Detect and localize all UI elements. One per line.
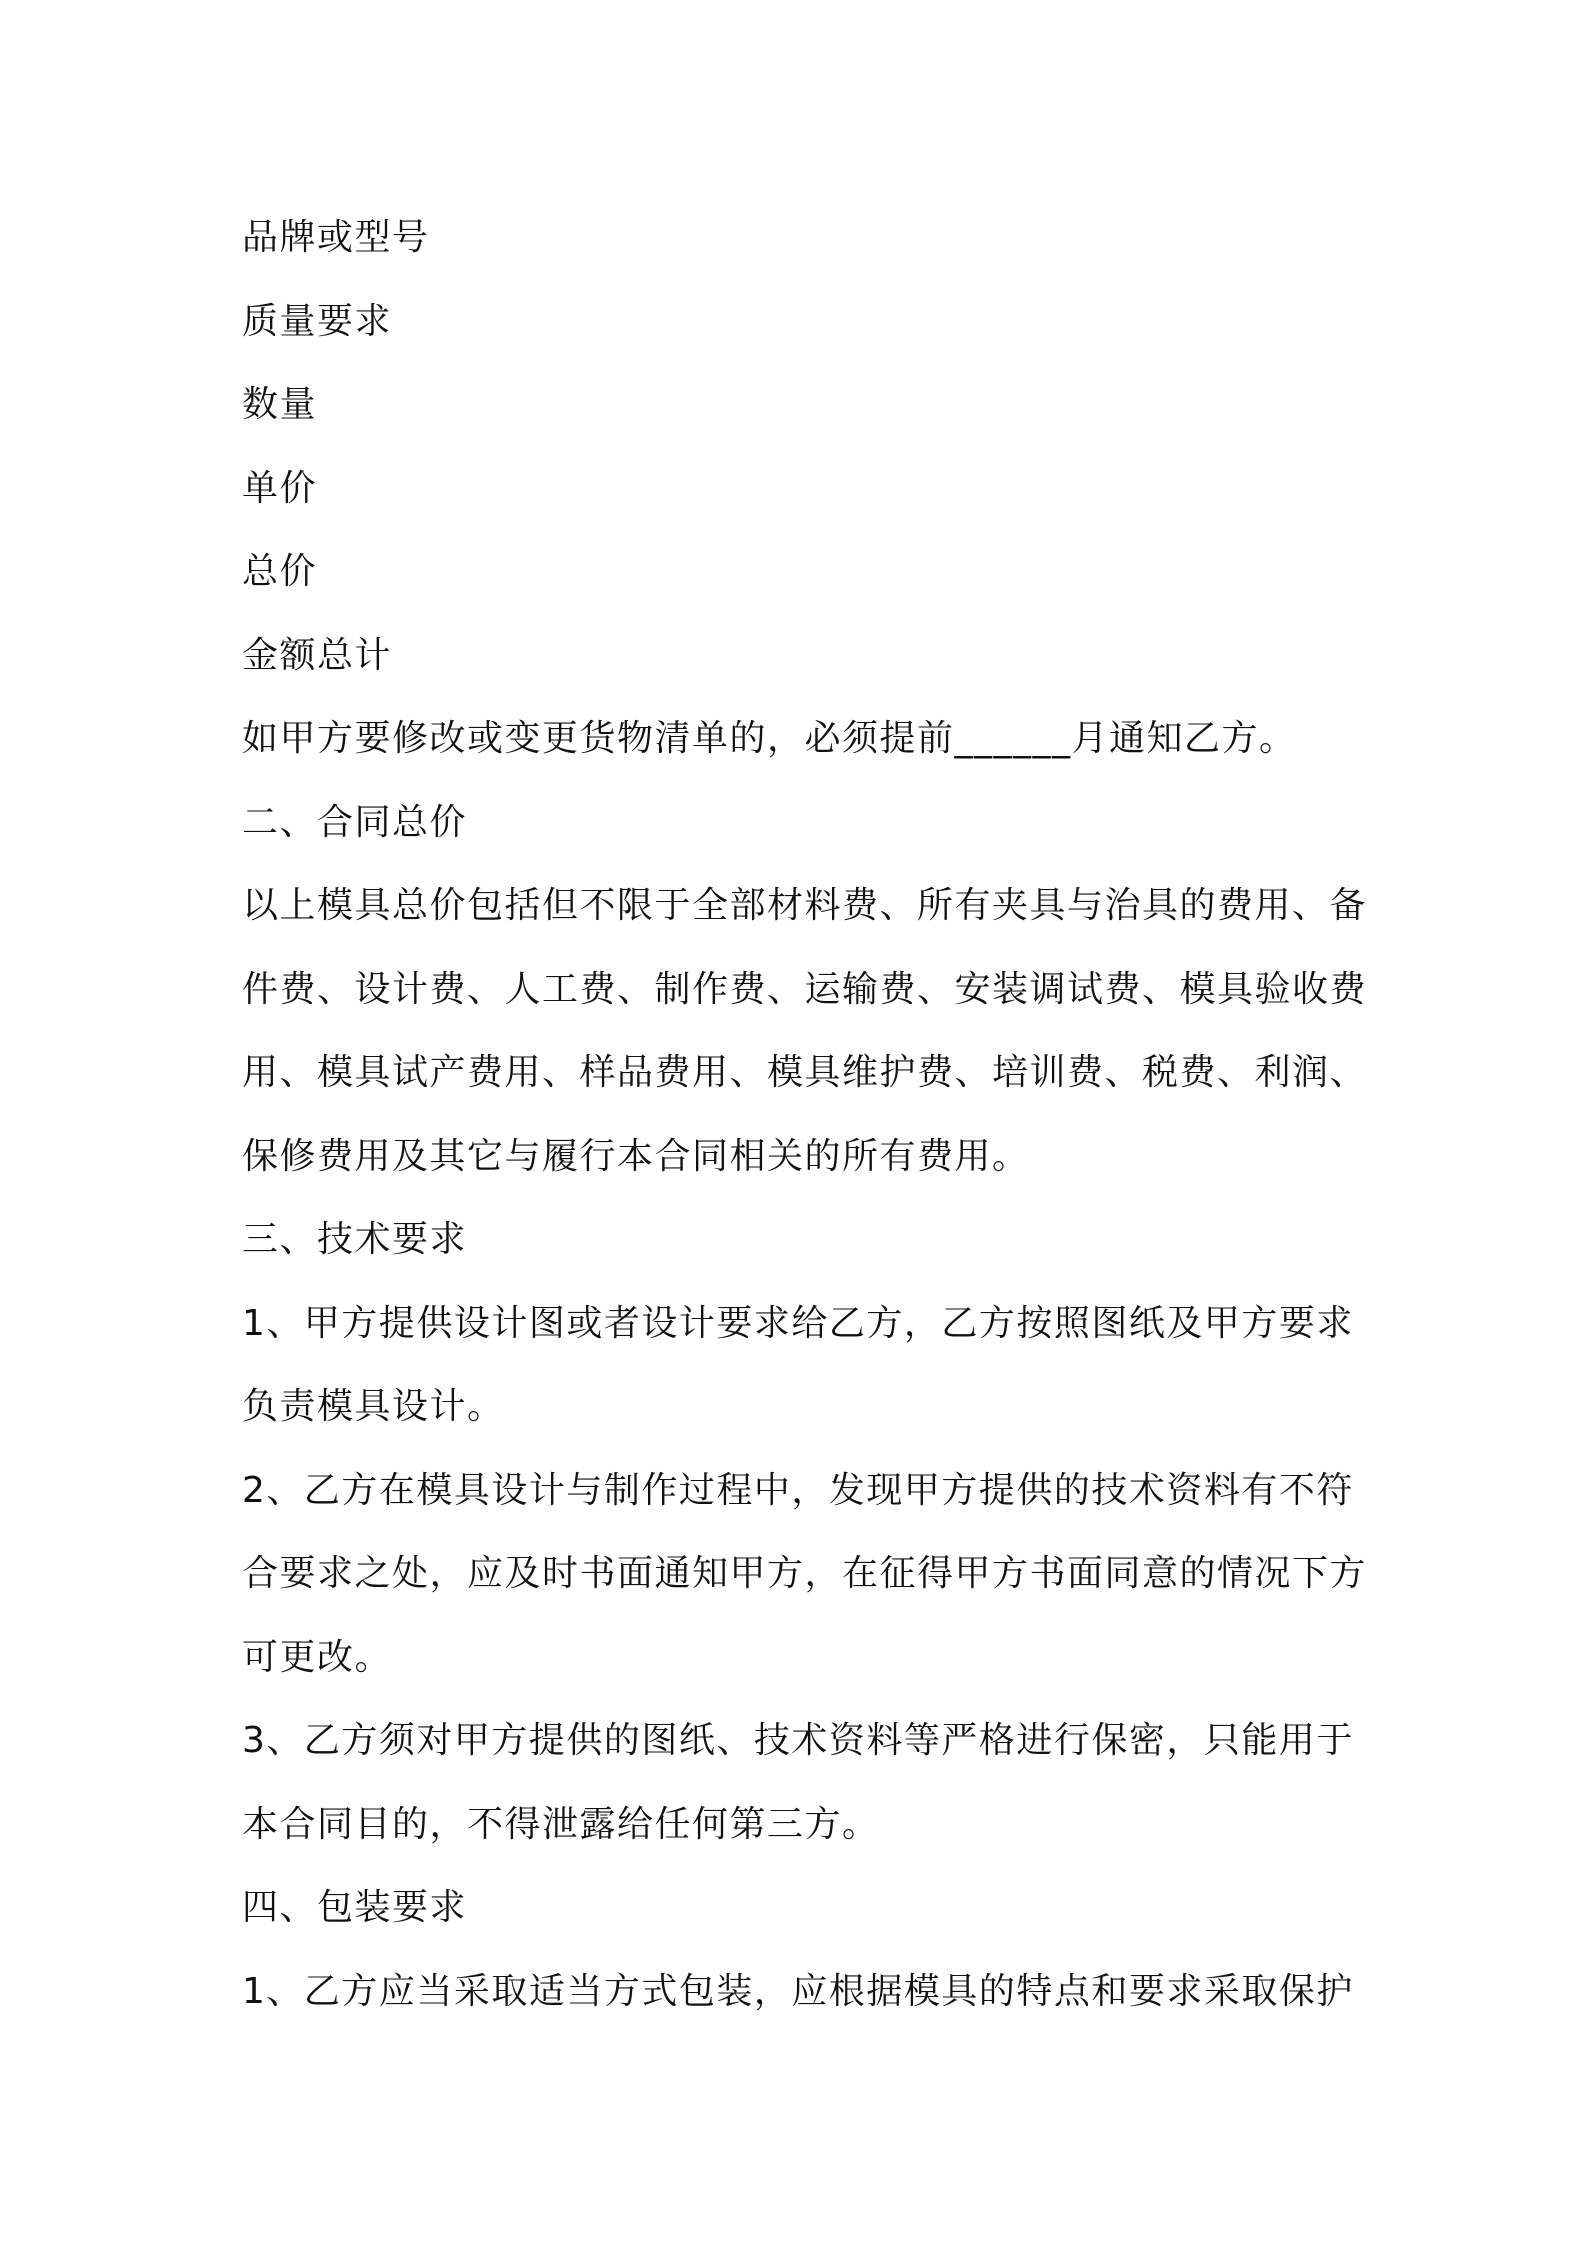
section-heading-technical-requirements: 三、技术要求 xyxy=(242,1219,468,1260)
item-quality-requirement: 质量要求 xyxy=(242,300,393,342)
paragraph-line: 1、甲方提供设计图或者设计要求给乙方，乙方按照图纸及甲方要求 xyxy=(242,1302,1354,1344)
paragraph-line: 件费、设计费、人工费、制作费、运输费、安装调试费、模具验收费 xyxy=(242,968,1368,1010)
paragraph-line: 2、乙方在模具设计与制作过程中，发现甲方提供的技术资料有不符 xyxy=(242,1469,1354,1511)
paragraph-line: 以上模具总价包括但不限于全部材料费、所有夹具与治具的费用、备 xyxy=(242,885,1368,926)
item-brand-model: 品牌或型号 xyxy=(242,217,430,258)
paragraph-line: 本合同目的，不得泄露给任何第三方。 xyxy=(242,1803,880,1845)
item-quantity: 数量 xyxy=(242,384,318,425)
paragraph-line: 3、乙方须对甲方提供的图纸、技术资料等严格进行保密，只能用于 xyxy=(242,1720,1354,1761)
item-unit-price: 单价 xyxy=(242,467,318,509)
item-total-price: 总价 xyxy=(242,551,318,592)
paragraph-line: 负责模具设计。 xyxy=(242,1386,505,1427)
section-heading-packaging-requirements: 四、包装要求 xyxy=(242,1887,468,1928)
item-amount-total: 金额总计 xyxy=(242,634,393,676)
paragraph-line: 可更改。 xyxy=(242,1636,393,1678)
paragraph-change-notice: 如甲方要修改或变更货物清单的，必须提前______月通知乙方。 xyxy=(242,718,1297,759)
document-body xyxy=(242,196,1368,2033)
paragraph-line: 合要求之处，应及时书面通知甲方，在征得甲方书面同意的情况下方 xyxy=(242,1553,1368,1594)
paragraph-line: 1、乙方应当采取适当方式包装，应根据模具的特点和要求采取保护 xyxy=(242,1970,1354,2012)
section-heading-contract-price: 二、合同总价 xyxy=(242,801,468,843)
paragraph-line: 用、模具试产费用、样品费用、模具维护费、培训费、税费、利润、 xyxy=(242,1052,1368,1093)
paragraph-line: 保修费用及其它与履行本合同相关的所有费用。 xyxy=(242,1135,1030,1177)
